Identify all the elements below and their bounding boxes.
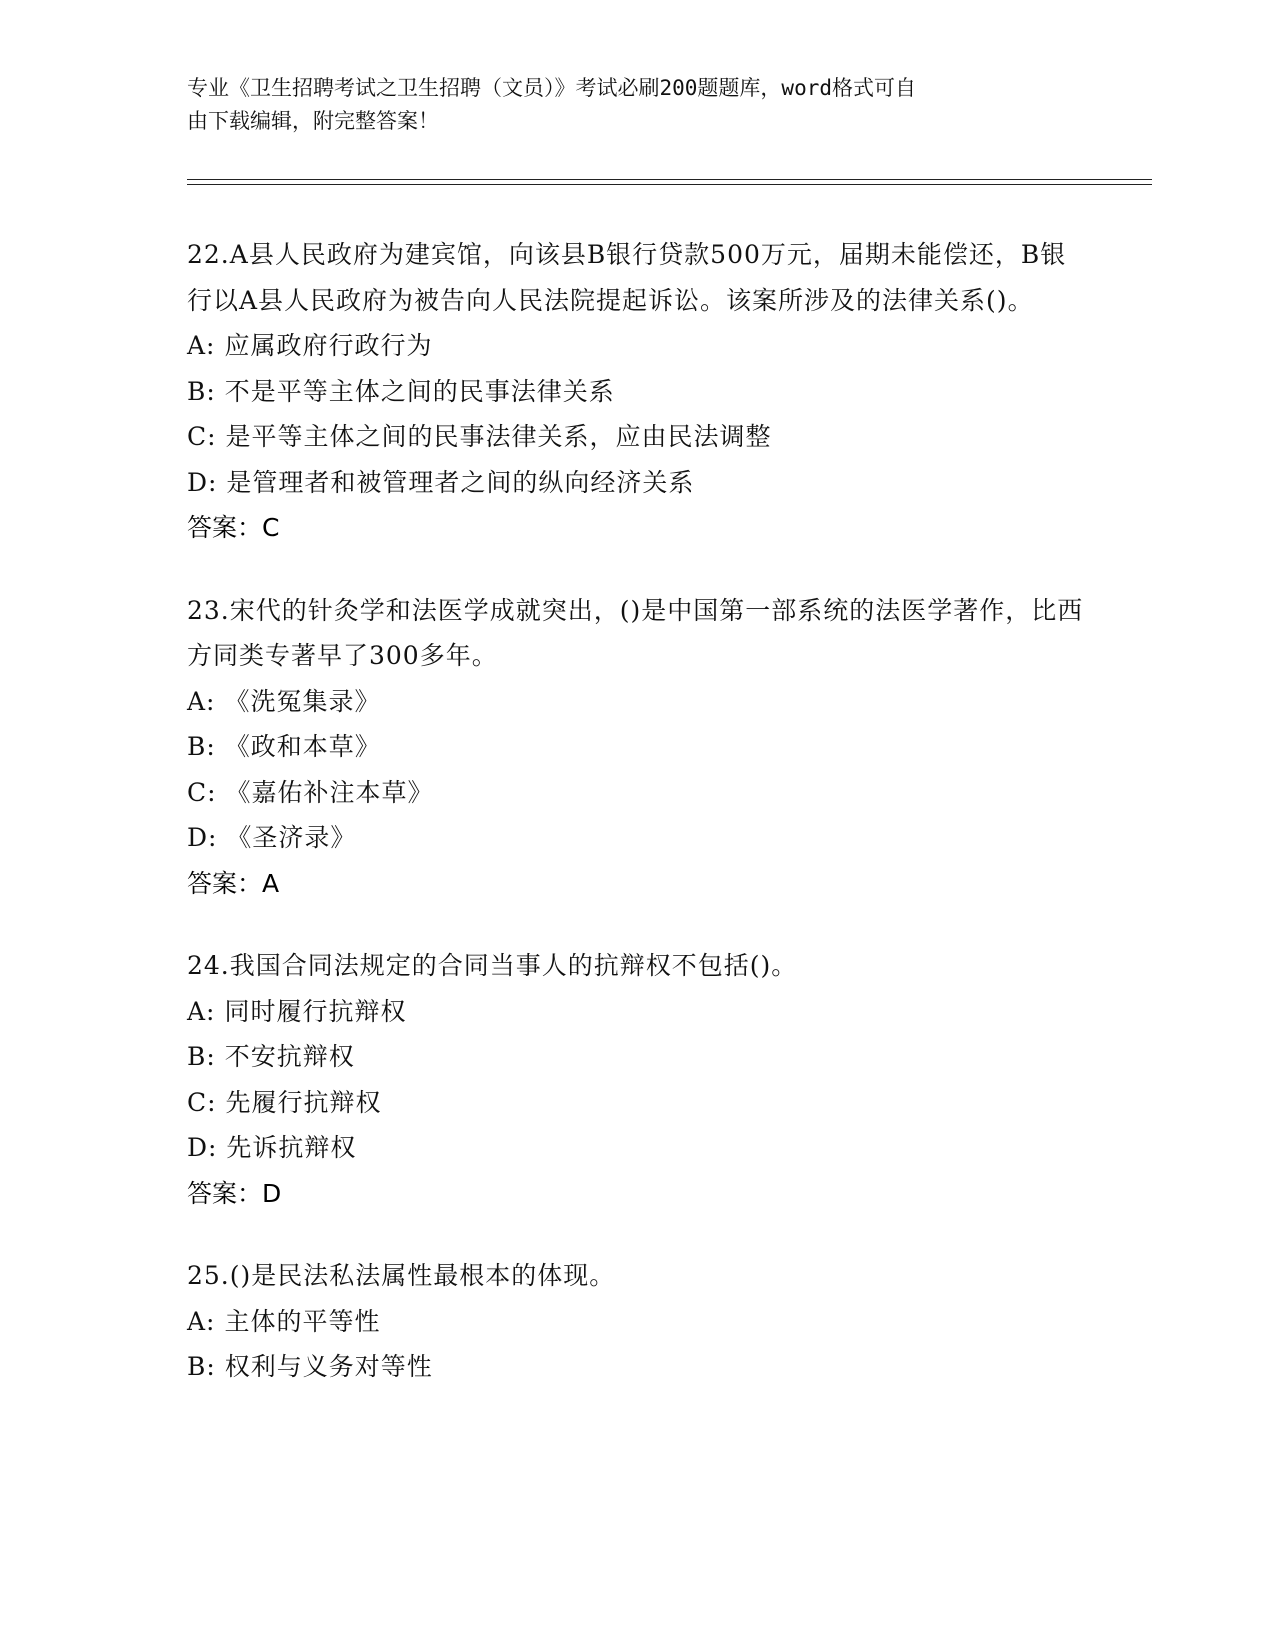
- option-text: 是管理者和被管理者之间的纵向经济关系: [226, 467, 695, 497]
- option-text: 《政和本草》: [224, 732, 381, 761]
- option-key: A:: [187, 996, 216, 1026]
- question-24: [187, 943, 1087, 1216]
- answer-line: 答案：D: [187, 1178, 282, 1208]
- option-b: [187, 1344, 1087, 1390]
- option-text: 不是平等主体之间的民事法律关系: [224, 376, 615, 406]
- option-text: 《嘉佑补注本草》: [225, 777, 434, 807]
- header-line-2: 由下载编辑，附完整答案！: [187, 109, 439, 133]
- option-key: B:: [187, 1042, 216, 1071]
- option-c: [187, 414, 1087, 460]
- option-b: [187, 724, 1087, 770]
- question-stem: 23.宋代的针灸学和法医学成就突出，()是中国第一部系统的法医学著作，比西方同类专著早了300多年。: [187, 595, 1084, 670]
- question-stem: 25.()是民法私法属性最根本的体现。: [187, 1261, 616, 1290]
- option-text: 先诉抗辩权: [226, 1133, 357, 1162]
- option-c: [187, 1080, 1087, 1126]
- question-list: [187, 232, 1087, 1427]
- header-divider-top: [187, 179, 1152, 180]
- option-text: 同时履行抗辩权: [224, 996, 407, 1026]
- question-23: [187, 588, 1087, 907]
- option-text: 是平等主体之间的民事法律关系，应由民法调整: [225, 422, 772, 451]
- answer-line: 答案：A: [187, 868, 280, 898]
- question-22: [187, 232, 1087, 551]
- option-a: [187, 679, 1087, 725]
- option-text: 主体的平等性: [224, 1306, 381, 1336]
- option-key: A:: [187, 686, 216, 716]
- header-line-1: 专业《卫生招聘考试之卫生招聘（文员）》考试必刷200题题库，word格式可自: [187, 76, 916, 100]
- option-a: [187, 323, 1087, 369]
- option-key: B:: [187, 732, 216, 761]
- option-d: [187, 460, 1087, 506]
- option-key: A:: [187, 331, 216, 360]
- header-divider-bottom: [187, 184, 1152, 185]
- document-header: [187, 72, 1067, 138]
- option-text: 先履行抗辩权: [225, 1087, 382, 1117]
- option-b: [187, 1034, 1087, 1080]
- option-key: C:: [187, 777, 217, 807]
- question-25: [187, 1253, 1087, 1390]
- question-stem: 24.我国合同法规定的合同当事人的抗辩权不包括()。: [187, 951, 798, 980]
- option-key: D:: [187, 467, 218, 497]
- option-key: C:: [187, 422, 217, 451]
- option-c: [187, 770, 1087, 816]
- option-text: 应属政府行政行为: [224, 331, 433, 360]
- answer-line: 答案：C: [187, 513, 280, 542]
- option-a: [187, 989, 1087, 1035]
- option-text: 不安抗辩权: [224, 1042, 355, 1071]
- option-key: D:: [187, 1133, 218, 1162]
- option-text: 权利与义务对等性: [224, 1352, 433, 1381]
- option-key: C:: [187, 1087, 217, 1117]
- question-stem: 22.A县人民政府为建宾馆，向该县B银行贷款500万元，届期未能偿还，B银行以A县人民政府为被告向人民法院提起诉讼。该案所涉及的法律关系()。: [187, 240, 1067, 315]
- option-key: B:: [187, 376, 216, 406]
- option-key: A:: [187, 1306, 216, 1336]
- option-d: [187, 815, 1087, 861]
- option-text: 《洗冤集录》: [224, 686, 381, 716]
- option-key: B:: [187, 1352, 216, 1381]
- option-key: D:: [187, 823, 218, 852]
- option-a: [187, 1299, 1087, 1345]
- option-b: [187, 369, 1087, 415]
- option-d: [187, 1125, 1087, 1171]
- option-text: 《圣济录》: [226, 823, 357, 852]
